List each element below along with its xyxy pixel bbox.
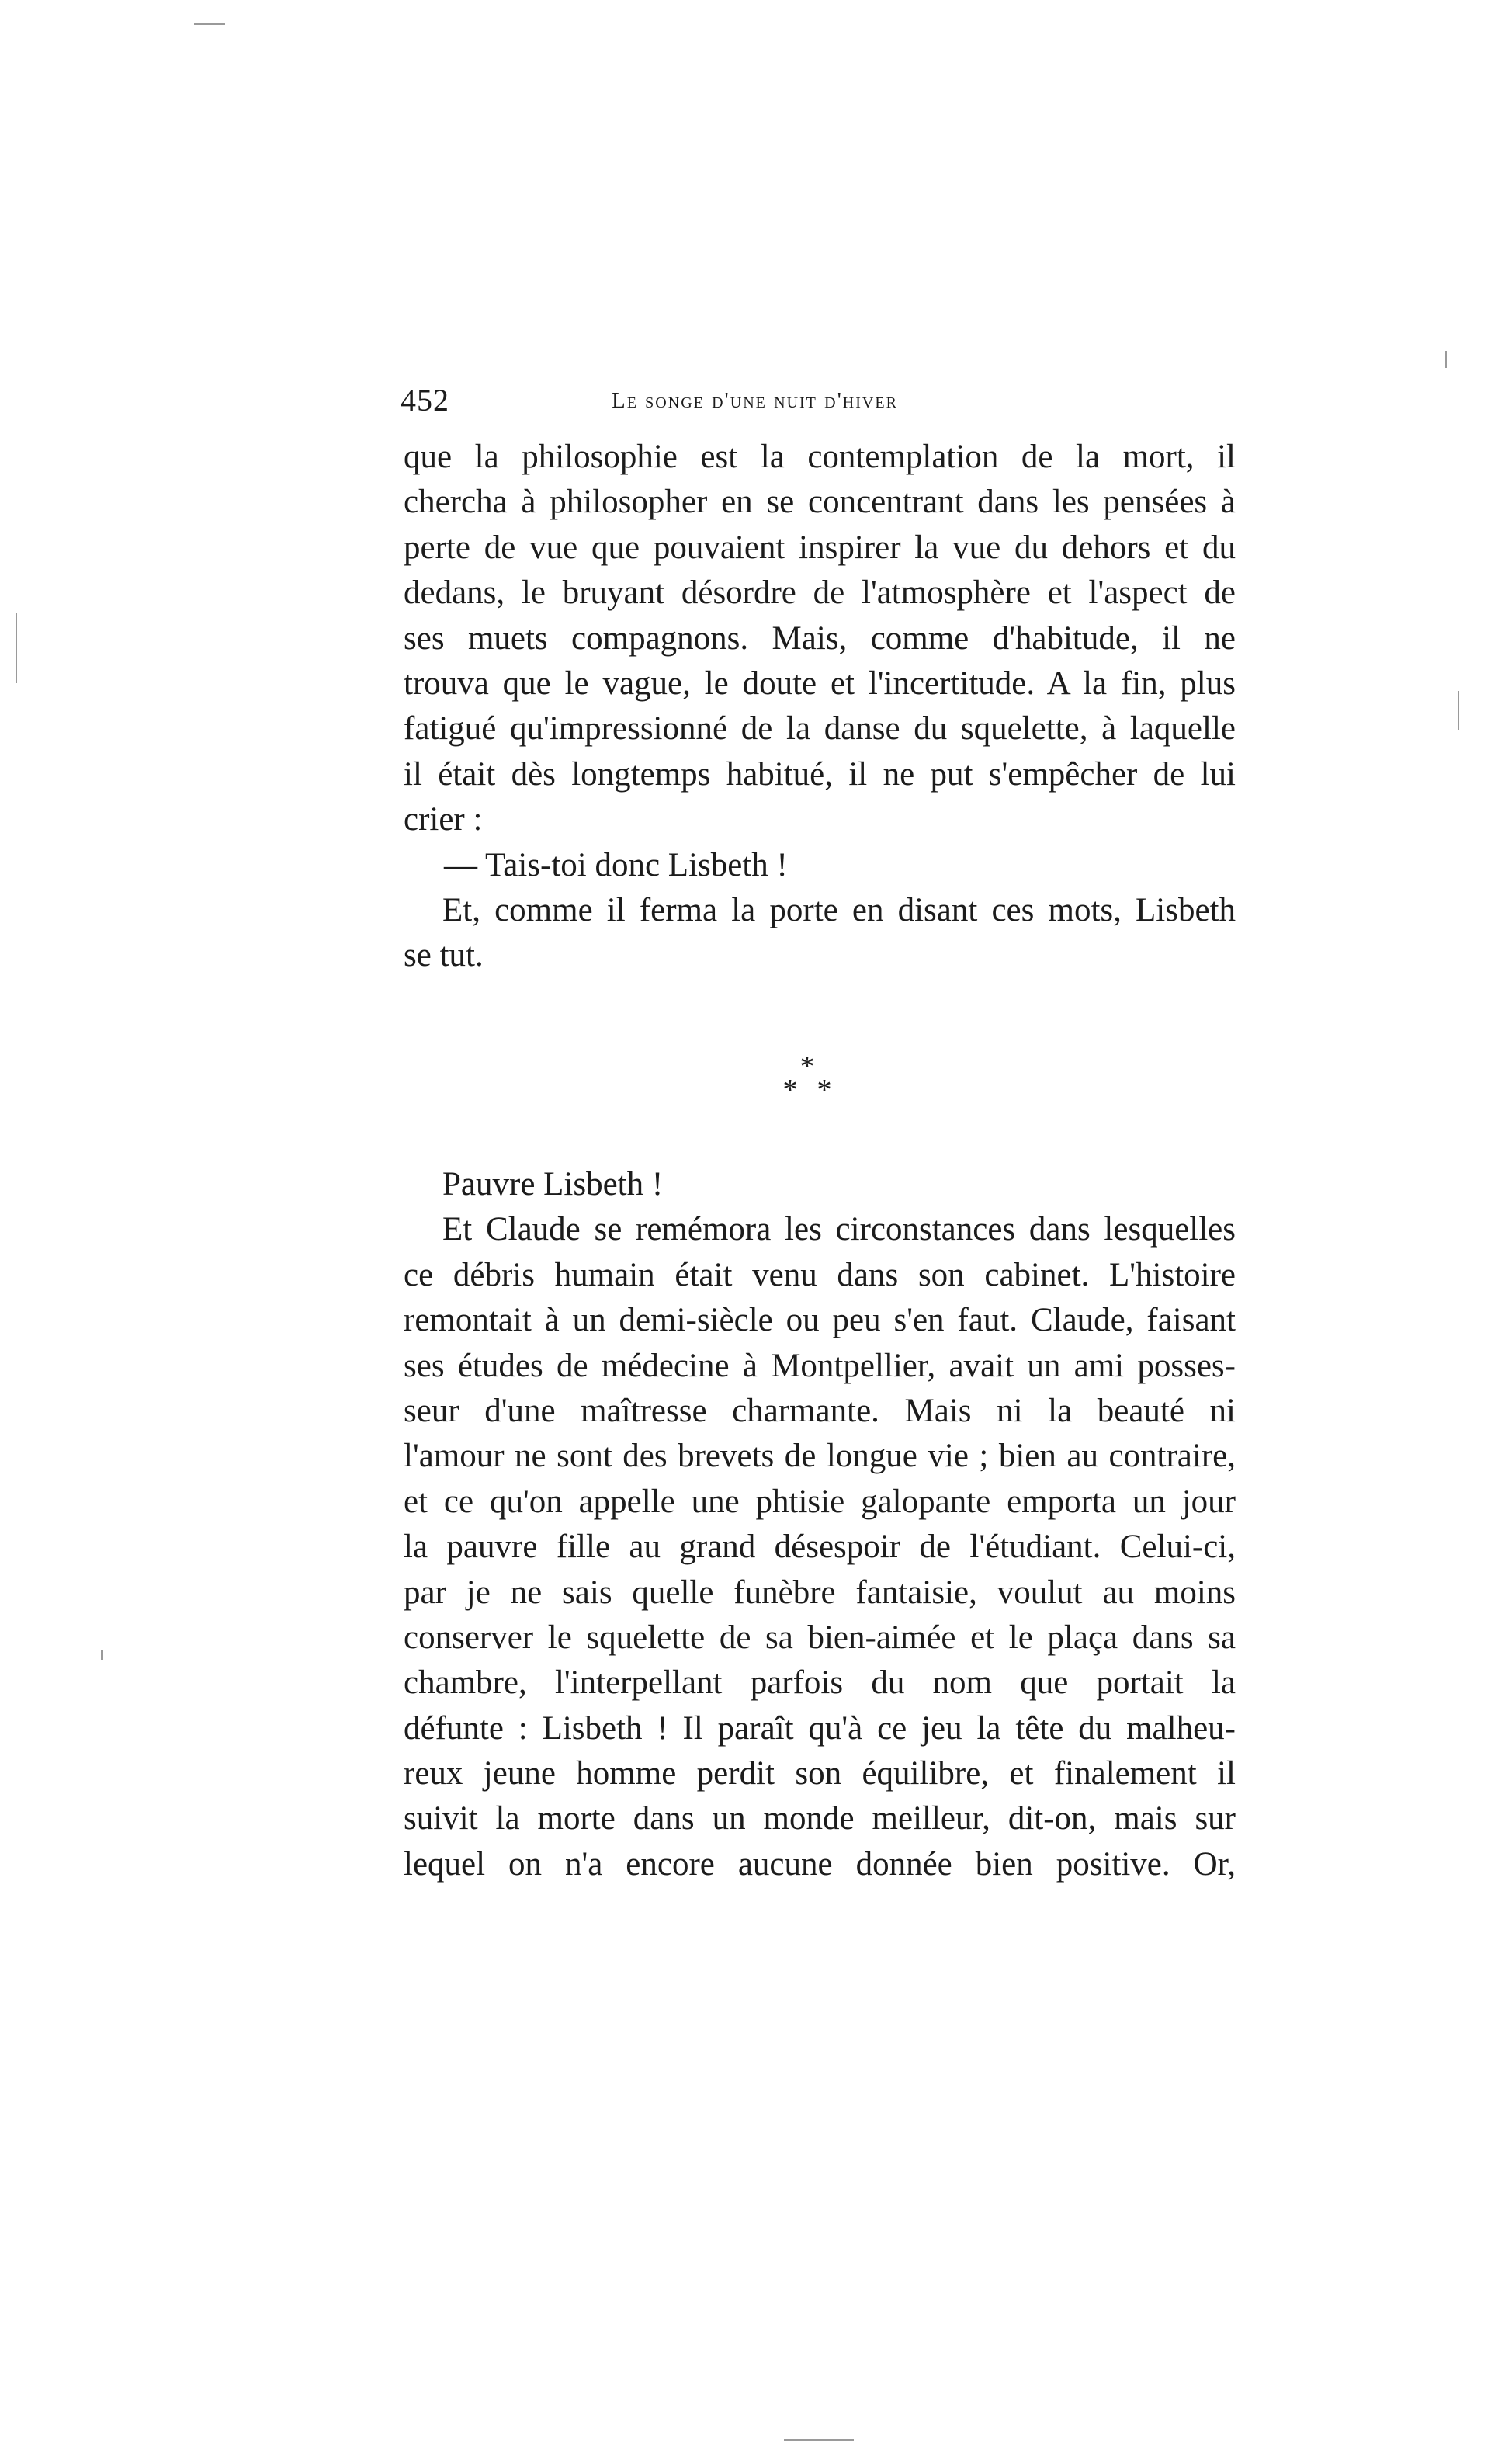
text-line: ses études de médecine à Montpellier, avait un ami posses-: [404, 1347, 1236, 1384]
text-line: dedans, le bruyant désordre de l'atmosphère et l'aspect de: [404, 574, 1236, 612]
dialogue-line: — Tais-toi donc Lisbeth !: [444, 846, 788, 883]
text-line: l'amour ne sont des brevets de longue vie ; bien au contraire,: [404, 1438, 1236, 1475]
text-line: chambre, l'interpellant parfois du nom que portait la: [404, 1664, 1236, 1702]
text-line: suivit la morte dans un monde meilleur, dit-on, mais sur: [404, 1800, 1236, 1838]
scan-speck: [101, 1650, 103, 1660]
text-line: perte de vue que pouvaient inspirer la vue du dehors et du: [404, 529, 1236, 566]
paragraph-section-two: [404, 1162, 1236, 1887]
text-line: ses muets compagnons. Mais, comme d'habitude, il ne: [404, 619, 1236, 657]
text-line: Et, comme il ferma la porte en disant ces mots, Lisbeth: [442, 891, 1236, 928]
scan-speck: [1458, 691, 1459, 730]
asterism-star: *: [782, 1074, 798, 1106]
paragraph-continued: [404, 435, 1236, 979]
text-line: ce débris humain était venu dans son cabinet. L'histoire: [404, 1256, 1236, 1293]
text-line: reux jeune homme perdit son équilibre, et finalement il: [404, 1755, 1236, 1792]
text-line: crier :: [404, 801, 483, 838]
text-line: chercha à philosopher en se concentrant dans les pensées à: [404, 484, 1236, 521]
text-line: Et Claude se remémora les circonstances dans lesquelles: [442, 1211, 1236, 1248]
scan-speck: [16, 613, 17, 683]
text-line: la pauvre fille au grand désespoir de l'étudiant. Celui-ci,: [404, 1529, 1236, 1566]
asterism-star: *: [799, 1050, 815, 1083]
text-line: que la philosophie est la contemplation de la mort, il: [404, 439, 1236, 475]
text-line: Pauvre Lisbeth !: [442, 1166, 664, 1203]
page-number: 452: [401, 383, 449, 418]
scan-speck: [194, 23, 225, 25]
text-line: il était dès longtemps habitué, il ne put s'empêcher de lui: [404, 755, 1236, 793]
text-line: trouva que le vague, le doute et l'incertitude. A la fin, plus: [404, 665, 1236, 702]
scan-speck: [1445, 351, 1447, 368]
text-line: défunte : Lisbeth ! Il paraît qu'à ce jeu la tête du malheu-: [404, 1709, 1236, 1747]
running-head: [401, 377, 1234, 424]
text-line: remontait à un demi-siècle ou peu s'en faut. Claude, faisant: [404, 1302, 1236, 1339]
text-line: se tut.: [404, 937, 484, 974]
asterism-separator: [772, 1052, 842, 1114]
scan-speck: [784, 2439, 854, 2441]
text-line: fatigué qu'impressionné de la danse du squelette, à laquelle: [404, 710, 1236, 748]
text-line: seur d'une maîtresse charmante. Mais ni la beauté ni: [404, 1392, 1236, 1429]
asterism-star: *: [817, 1074, 832, 1106]
text-line: et ce qu'on appelle une phtisie galopante emporta un jour: [404, 1483, 1236, 1520]
running-title: le songe d'une nuit d'hiver: [612, 388, 898, 413]
text-line: lequel on n'a encore aucune donnée bien positive. Or,: [404, 1845, 1236, 1883]
text-line: conserver le squelette de sa bien-aimée et le plaça dans sa: [404, 1619, 1236, 1656]
text-line: par je ne sais quelle funèbre fantaisie, voulut au moins: [404, 1574, 1236, 1611]
